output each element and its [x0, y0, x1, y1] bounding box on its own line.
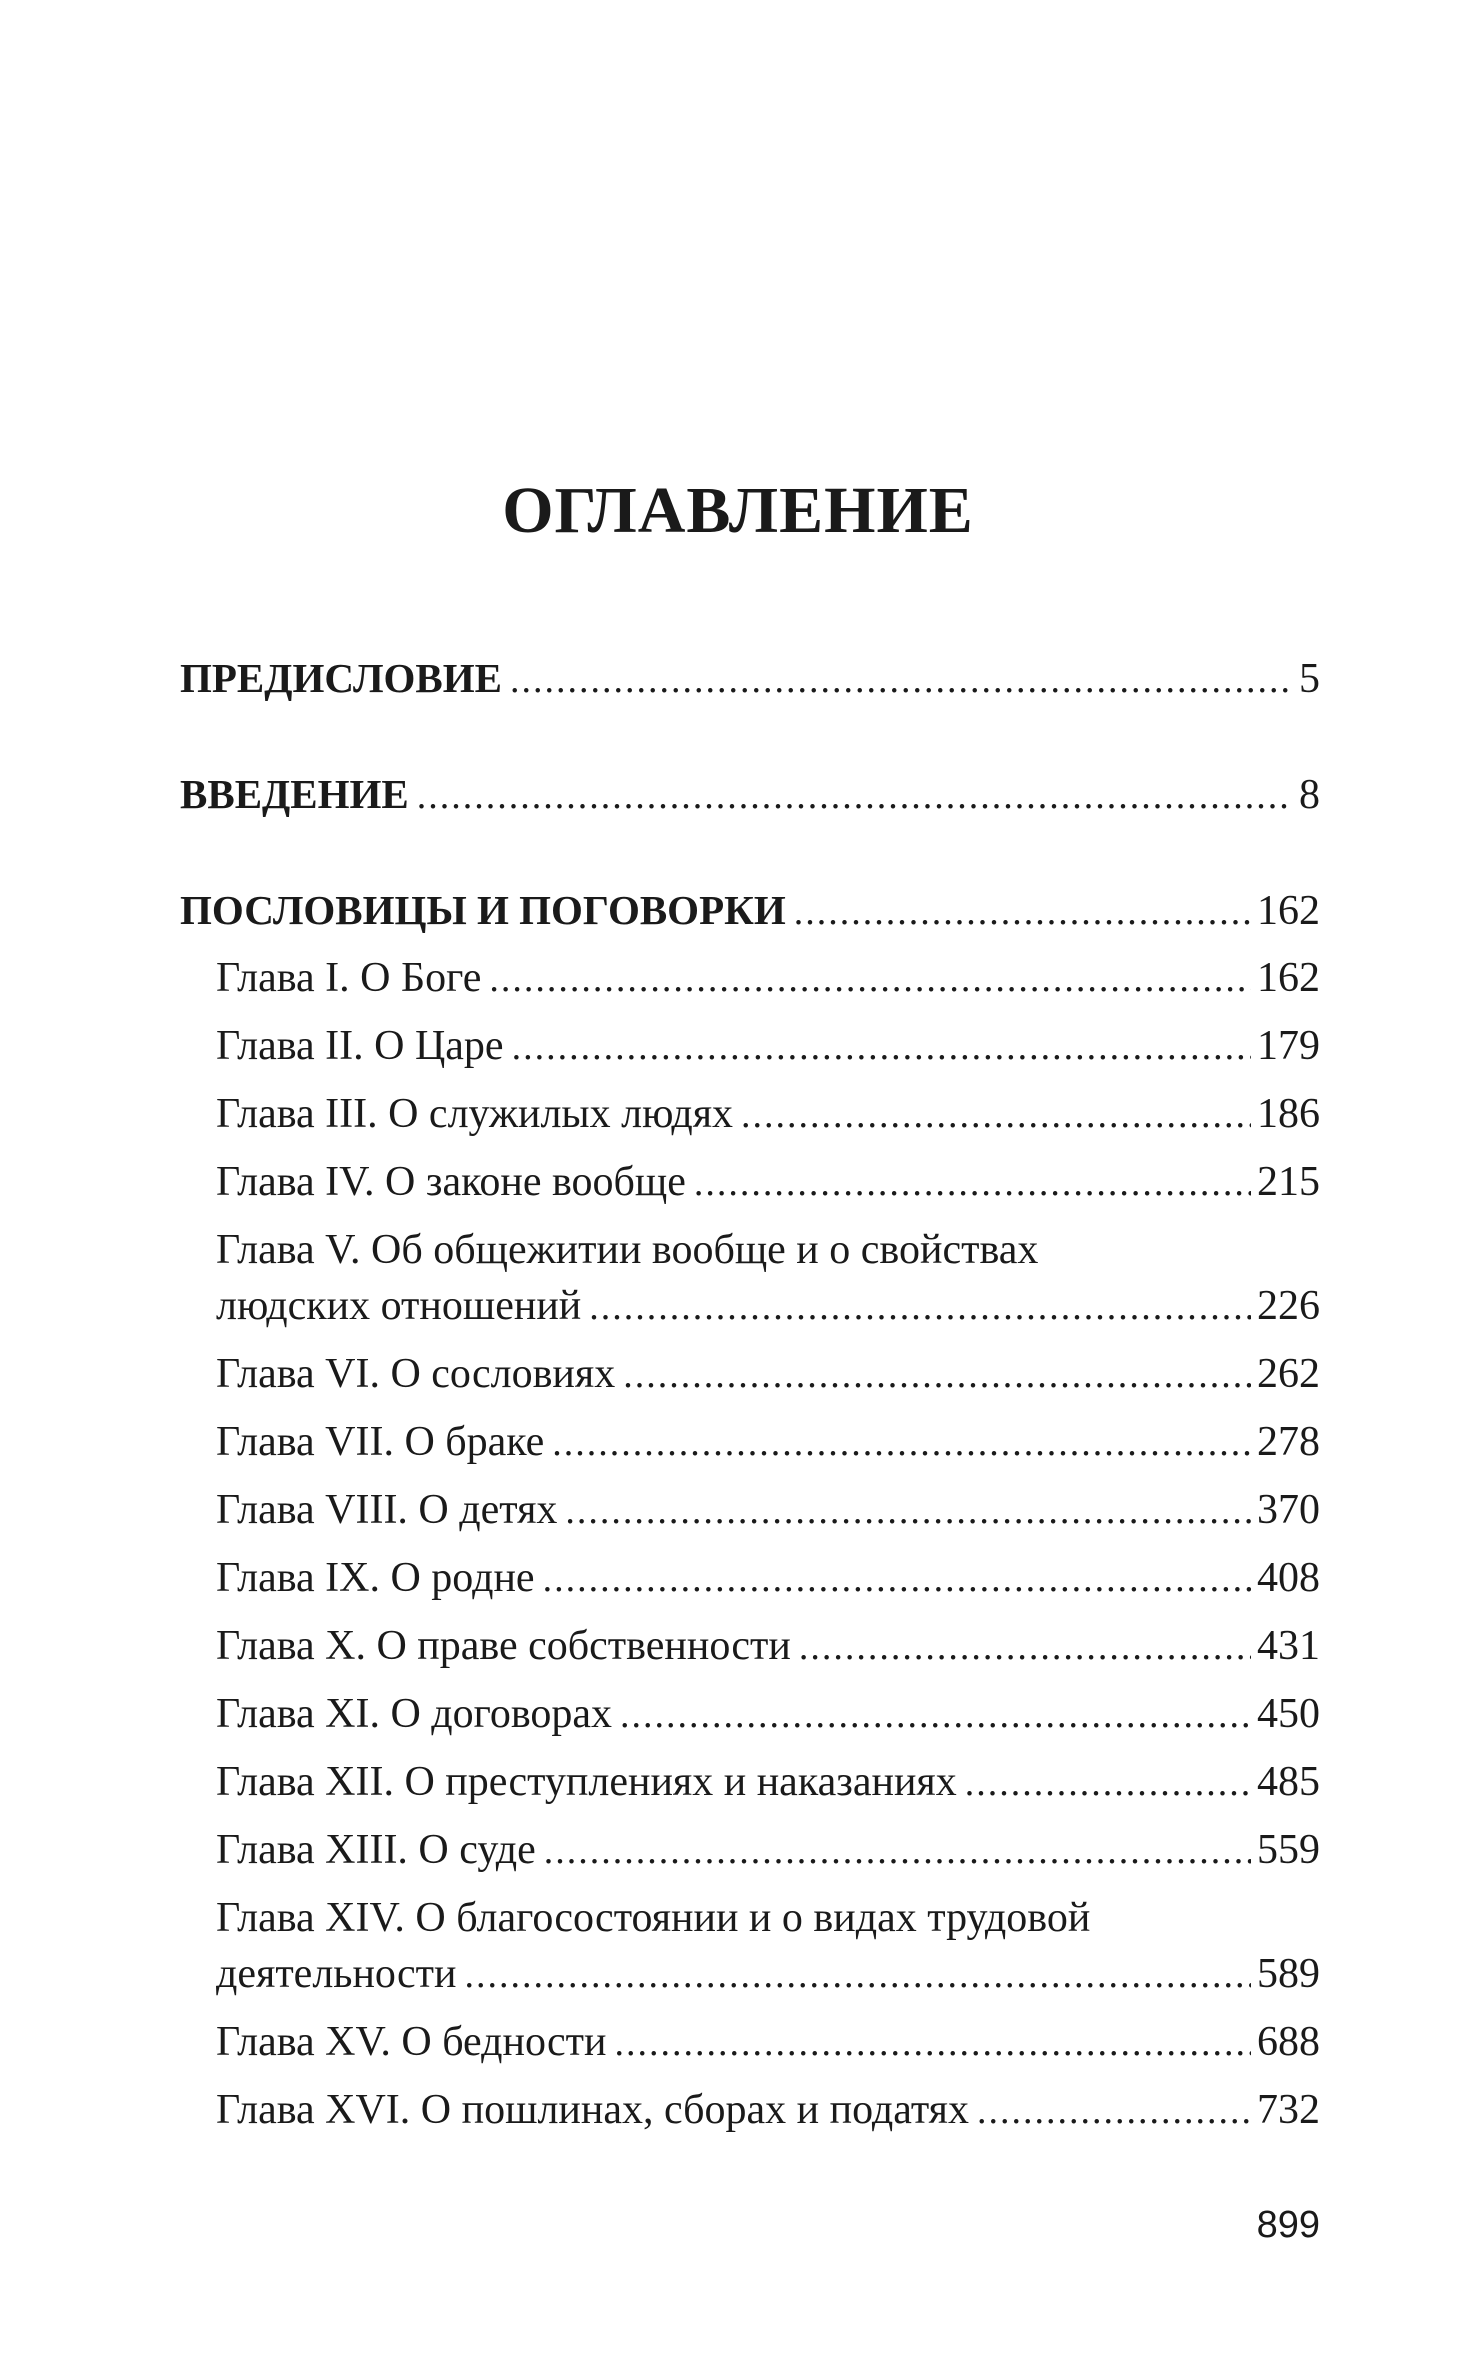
toc-entry-title: ПРЕДИСЛОВИЕ — [180, 655, 502, 701]
toc-entry-chapter-5-line1: Глава V. Об общежитии вообще и о свойствах — [216, 1227, 1039, 1273]
toc-page-number: 262 — [1257, 1351, 1320, 1397]
dot-leader — [417, 768, 1293, 824]
toc-page-number: 589 — [1257, 1951, 1320, 1997]
toc-entry-chapter-13[interactable] — [216, 1822, 1320, 1878]
dot-leader — [620, 1687, 1251, 1743]
toc-entry-title: Глава XII. О преступлениях и наказаниях — [216, 1759, 957, 1805]
dot-leader — [615, 2015, 1252, 2071]
toc-entry-title: Глава XIII. О суде — [216, 1827, 536, 1873]
dot-leader — [552, 1415, 1251, 1471]
toc-entry-title: Глава VIII. О детях — [216, 1487, 558, 1533]
toc-entry-chapter-11[interactable] — [216, 1686, 1320, 1742]
toc-page-number: 431 — [1257, 1623, 1320, 1669]
toc-page-number: 485 — [1257, 1759, 1320, 1805]
toc-entry-chapter-7[interactable] — [216, 1414, 1320, 1470]
toc-entry-chapter-10[interactable] — [216, 1618, 1320, 1674]
toc-page-number: 162 — [1257, 955, 1320, 1001]
toc-entry-chapter-1[interactable] — [216, 950, 1320, 1006]
toc-entry-chapter-9[interactable] — [216, 1550, 1320, 1606]
dot-leader — [589, 1279, 1251, 1335]
toc-entry-title: Глава XVI. О пошлинах, сборах и податях — [216, 2087, 969, 2133]
toc-entry-chapter-4[interactable] — [216, 1154, 1320, 1210]
dot-leader — [544, 1823, 1251, 1879]
dot-leader — [623, 1347, 1251, 1403]
page-number: 899 — [1256, 2204, 1320, 2246]
toc-entry-chapter-5[interactable] — [216, 1278, 1320, 1334]
toc-entry-chapter-16[interactable] — [216, 2082, 1320, 2138]
toc-entry-title: Глава IX. О родне — [216, 1555, 535, 1601]
toc-entry-title: ВВЕДЕНИЕ — [180, 771, 409, 817]
dot-leader — [510, 652, 1293, 708]
page-title: ОГЛАВЛЕНИЕ — [502, 474, 974, 547]
dot-leader — [489, 951, 1251, 1007]
toc-page-number: 186 — [1257, 1091, 1320, 1137]
dot-leader — [977, 2083, 1251, 2139]
toc-page-number: 226 — [1257, 1283, 1320, 1329]
dot-leader — [741, 1087, 1251, 1143]
toc-page-number: 162 — [1257, 888, 1320, 934]
toc-page-number: 179 — [1257, 1023, 1320, 1069]
toc-entry-title: людских отношений — [216, 1283, 582, 1329]
toc-entry-title: Глава VII. О браке — [216, 1419, 545, 1465]
toc-entry-title: Глава X. О праве собственности — [216, 1623, 791, 1669]
dot-leader — [799, 1619, 1251, 1675]
dot-leader — [543, 1551, 1251, 1607]
dot-leader — [565, 1483, 1251, 1539]
dot-leader — [512, 1019, 1251, 1075]
toc-entry-chapter-6[interactable] — [216, 1346, 1320, 1402]
toc-page-number: 688 — [1257, 2019, 1320, 2065]
toc-entry-title: Глава VI. О сословиях — [216, 1351, 616, 1397]
dot-leader — [794, 884, 1251, 940]
toc-entry-chapter-15[interactable] — [216, 2014, 1320, 2070]
toc-page-number: 559 — [1257, 1827, 1320, 1873]
toc-entry-title: ПОСЛОВИЦЫ И ПОГОВОРКИ — [180, 887, 786, 933]
toc-entry-title: Глава I. О Боге — [216, 955, 482, 1001]
toc-entry-chapter-3[interactable] — [216, 1086, 1320, 1142]
toc-entry-chapter-12[interactable] — [216, 1754, 1320, 1810]
dot-leader — [965, 1755, 1251, 1811]
toc-entry-chapter-2[interactable] — [216, 1018, 1320, 1074]
toc-page-number: 278 — [1257, 1419, 1320, 1465]
toc-entry-title: Глава XI. О договорах — [216, 1691, 613, 1737]
toc-entry-title: Глава IV. О законе вообще — [216, 1159, 686, 1205]
toc-page-number: 370 — [1257, 1487, 1320, 1533]
toc-page-number: 408 — [1257, 1555, 1320, 1601]
toc-page-number: 8 — [1299, 772, 1320, 818]
toc-page-number: 5 — [1299, 656, 1320, 702]
toc-entry-chapter-14[interactable] — [216, 1946, 1320, 2002]
toc-page-number: 732 — [1257, 2087, 1320, 2133]
toc-entry-proverbs[interactable] — [180, 882, 1320, 938]
toc-entry-preface[interactable] — [180, 650, 1320, 706]
toc-entry-chapter-14-line1: Глава XIV. О благосостоянии и о видах трудовой — [216, 1895, 1091, 1941]
toc-entry-title: деятельности — [216, 1951, 457, 1997]
toc-entry-title: Глава III. О служилых людях — [216, 1091, 734, 1137]
toc-page-number: 215 — [1257, 1159, 1320, 1205]
toc-entry-intro[interactable] — [180, 766, 1320, 822]
toc-entry-title: Глава II. О Царе — [216, 1023, 504, 1069]
toc-entry-title: Глава XV. О бедности — [216, 2019, 607, 2065]
dot-leader — [464, 1947, 1251, 2003]
toc-entry-chapter-8[interactable] — [216, 1482, 1320, 1538]
toc-page-number: 450 — [1257, 1691, 1320, 1737]
dot-leader — [694, 1155, 1251, 1211]
